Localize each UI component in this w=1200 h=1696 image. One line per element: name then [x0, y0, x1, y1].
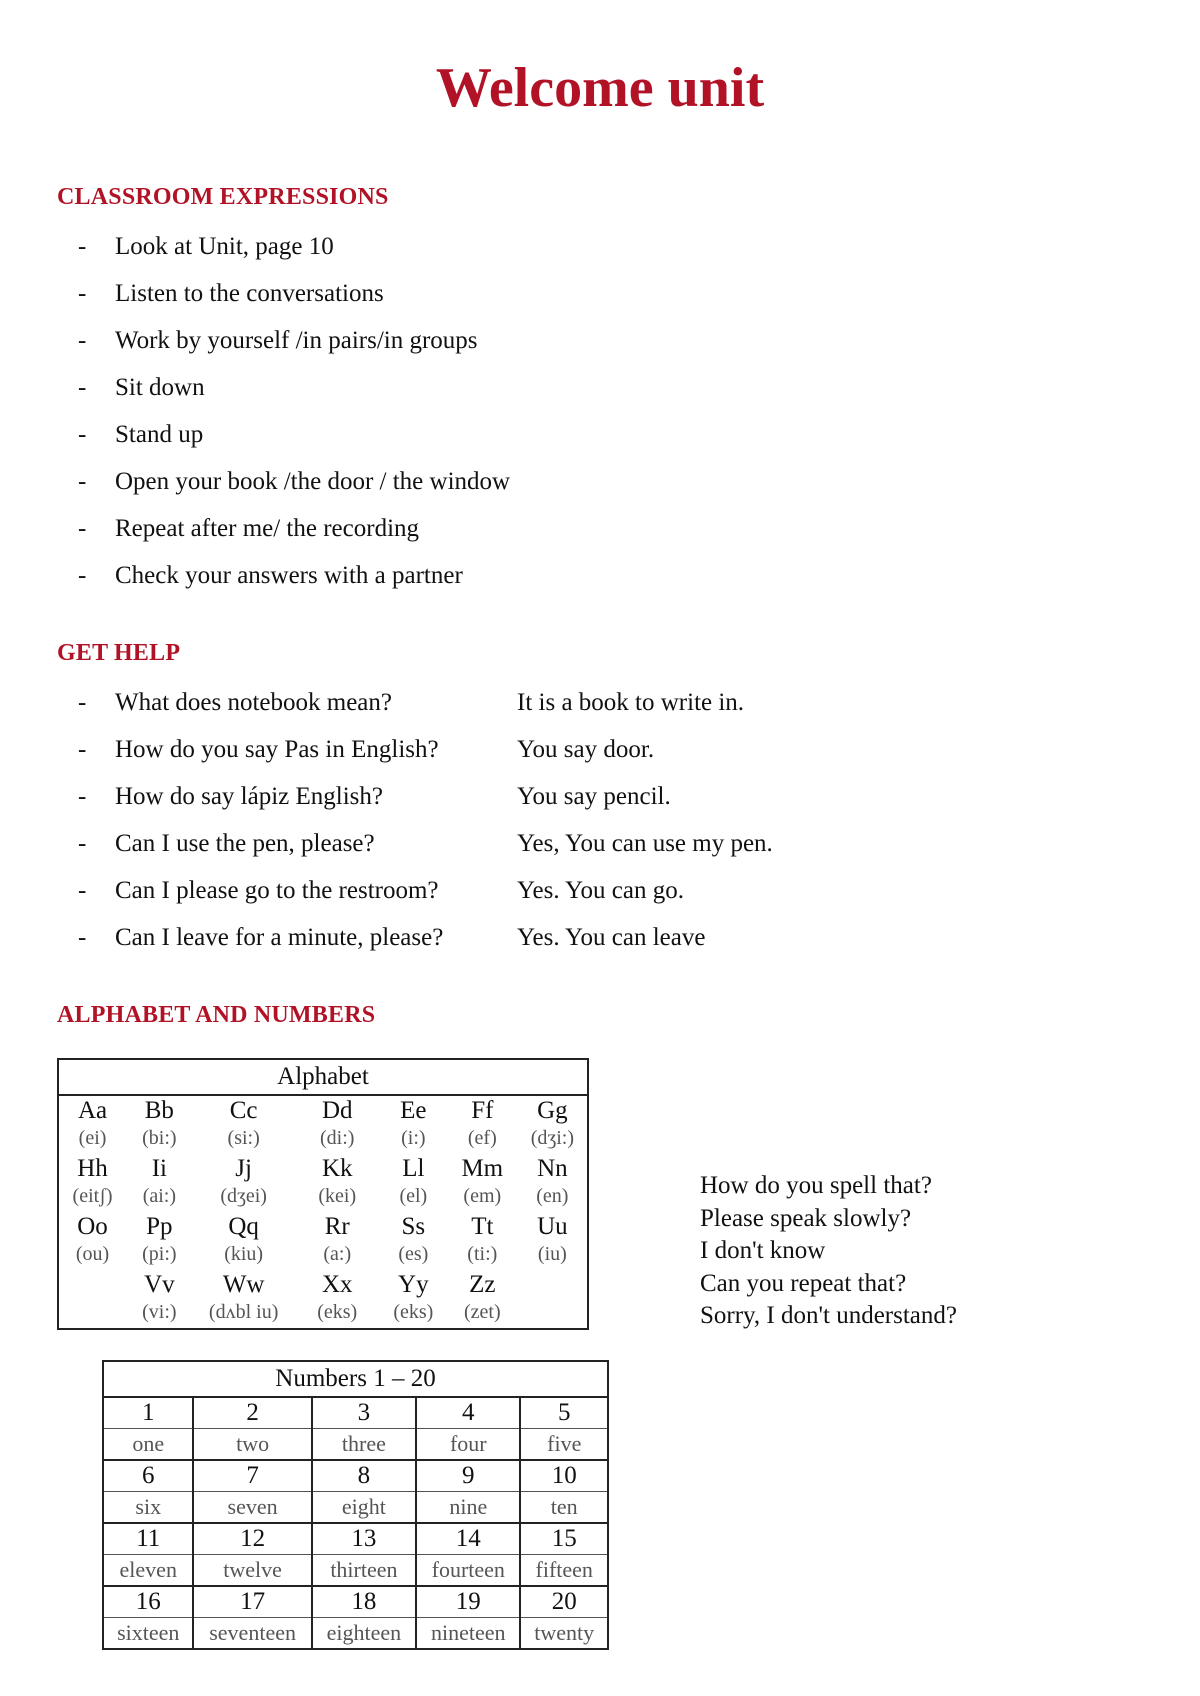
- phrase: Can you repeat that?: [700, 1269, 907, 1297]
- alphabet-letter: Rr: [324, 1213, 350, 1240]
- number-digit: 12: [193, 1523, 311, 1555]
- alphabet-letter: Jj: [235, 1155, 252, 1182]
- alphabet-letter: Ww: [222, 1271, 265, 1298]
- alphabet-pronunciation: (eitʃ): [72, 1185, 113, 1207]
- alphabet-pronunciation: (en): [536, 1185, 569, 1207]
- alphabet-pronunciation: (dʒei): [220, 1185, 267, 1207]
- number-word: nineteen: [416, 1618, 520, 1650]
- page-title: Welcome unit: [435, 57, 765, 119]
- number-word: eleven: [103, 1555, 193, 1587]
- phrase: How do you spell that?: [700, 1172, 932, 1199]
- number-digit: 15: [520, 1523, 608, 1555]
- alphabet-pronunciation: (kiu): [224, 1243, 264, 1265]
- alphabet-numbers-heading: ALPHABET AND NUMBERS: [57, 1002, 376, 1028]
- alphabet-pronunciation: (el): [399, 1185, 428, 1207]
- alphabet-letter: Ff: [471, 1097, 494, 1124]
- alphabet-pronunciation: (es): [398, 1243, 429, 1265]
- number-word: seven: [193, 1492, 311, 1524]
- number-word: fifteen: [520, 1555, 608, 1587]
- alphabet-pronunciation: [518, 1300, 588, 1329]
- number-digit: 16: [103, 1586, 193, 1618]
- alphabet-letter: Hh: [77, 1155, 108, 1182]
- alphabet-letter: Qq: [228, 1213, 259, 1240]
- alphabet-pronunciation: (ai:): [142, 1185, 176, 1207]
- number-word: three: [312, 1429, 416, 1461]
- number-digit: 4: [416, 1397, 520, 1429]
- alphabet-pronunciation: (dʒi:): [530, 1127, 575, 1149]
- alphabet-letter: Ss: [401, 1213, 426, 1240]
- useful-phrases: [700, 1170, 957, 1333]
- alphabet-letter: Mm: [461, 1155, 504, 1182]
- alphabet-letter: Dd: [321, 1097, 353, 1124]
- alphabet-pronunciation: (iu): [537, 1243, 567, 1265]
- alphabet-letter: Ii: [151, 1155, 167, 1182]
- alphabet-letter: Ee: [400, 1097, 427, 1124]
- number-word: one: [103, 1429, 193, 1461]
- number-digit: 20: [520, 1586, 608, 1618]
- alphabet-pronunciation: (vi:): [142, 1301, 177, 1323]
- number-word: thirteen: [312, 1555, 416, 1587]
- alphabet-letter: Cc: [229, 1097, 258, 1124]
- number-word: four: [416, 1429, 520, 1461]
- alphabet-pronunciation: (ei): [78, 1127, 107, 1149]
- alphabet-letter: Yy: [398, 1271, 429, 1298]
- phrase: Sorry, I don't understand?: [700, 1302, 957, 1329]
- number-digit: 8: [312, 1460, 416, 1492]
- alphabet-letter: Bb: [144, 1097, 174, 1124]
- number-word: eight: [312, 1492, 416, 1524]
- alphabet-pronunciation: (pi:): [142, 1243, 177, 1265]
- number-word: six: [103, 1492, 193, 1524]
- alphabet-letter: Ll: [402, 1155, 425, 1182]
- alphabet-pronunciation: (dʌbl iu): [208, 1301, 279, 1323]
- number-digit: 14: [416, 1523, 520, 1555]
- alphabet-letter: Nn: [537, 1155, 568, 1182]
- alphabet-letter: [518, 1270, 588, 1300]
- alphabet-pronunciation: [58, 1300, 126, 1329]
- number-digit: 10: [520, 1460, 608, 1492]
- number-word: five: [520, 1429, 608, 1461]
- alphabet-pronunciation: (em): [463, 1185, 502, 1207]
- alphabet-table-title: Alphabet: [58, 1059, 588, 1095]
- alphabet-pronunciation: (a:): [323, 1243, 352, 1265]
- alphabet-letter: Pp: [146, 1213, 173, 1240]
- alphabet-pronunciation: (eks): [317, 1301, 358, 1323]
- number-digit: 5: [520, 1397, 608, 1429]
- number-word: twenty: [520, 1618, 608, 1650]
- alphabet-letter: Xx: [321, 1271, 353, 1298]
- get-help-heading: GET HELP: [57, 640, 181, 666]
- number-word: twelve: [193, 1555, 311, 1587]
- alphabet-pronunciation: (ou): [75, 1243, 110, 1265]
- number-digit: 19: [416, 1586, 520, 1618]
- alphabet-letter: [58, 1270, 126, 1300]
- number-digit: 7: [193, 1460, 311, 1492]
- number-digit: 13: [312, 1523, 416, 1555]
- phrase: I don't know: [700, 1237, 826, 1264]
- alphabet-pronunciation: (ti:): [467, 1243, 498, 1265]
- alphabet-letter: Gg: [537, 1097, 568, 1124]
- number-word: sixteen: [103, 1618, 193, 1650]
- number-digit: 18: [312, 1586, 416, 1618]
- number-word: seventeen: [193, 1618, 311, 1650]
- number-digit: 3: [312, 1397, 416, 1429]
- number-digit: 6: [103, 1460, 193, 1492]
- alphabet-pronunciation: (ef): [467, 1127, 497, 1149]
- number-digit: 17: [193, 1586, 311, 1618]
- alphabet-table: [57, 1058, 589, 1330]
- number-digit: 1: [103, 1397, 193, 1429]
- alphabet-letter: Zz: [469, 1271, 496, 1298]
- alphabet-pronunciation: (eks): [393, 1301, 434, 1323]
- numbers-table-title: Numbers 1 – 20: [103, 1361, 608, 1397]
- alphabet-letter: Uu: [537, 1213, 568, 1240]
- alphabet-pronunciation: (di:): [320, 1127, 355, 1149]
- number-digit: 2: [193, 1397, 311, 1429]
- number-digit: 11: [103, 1523, 193, 1555]
- numbers-table: [102, 1360, 609, 1650]
- alphabet-pronunciation: (i:): [401, 1127, 426, 1149]
- phrase: Please speak slowly?: [700, 1204, 912, 1232]
- alphabet-letter: Vv: [144, 1271, 175, 1298]
- number-word: nine: [416, 1492, 520, 1524]
- number-digit: 9: [416, 1460, 520, 1492]
- alphabet-pronunciation: (bi:): [142, 1127, 177, 1149]
- alphabet-letter: Tt: [471, 1213, 494, 1240]
- alphabet-pronunciation: (si:): [227, 1127, 260, 1149]
- alphabet-letter: Kk: [321, 1155, 353, 1182]
- number-word: fourteen: [416, 1555, 520, 1587]
- number-word: two: [193, 1429, 311, 1461]
- alphabet-pronunciation: (zet): [463, 1301, 501, 1323]
- alphabet-letter: Oo: [77, 1213, 108, 1240]
- alphabet-letter: Aa: [77, 1097, 108, 1124]
- number-word: eighteen: [312, 1618, 416, 1650]
- classroom-heading: CLASSROOM EXPRESSIONS: [57, 184, 389, 210]
- alphabet-pronunciation: (kei): [318, 1185, 357, 1207]
- number-word: ten: [520, 1492, 608, 1524]
